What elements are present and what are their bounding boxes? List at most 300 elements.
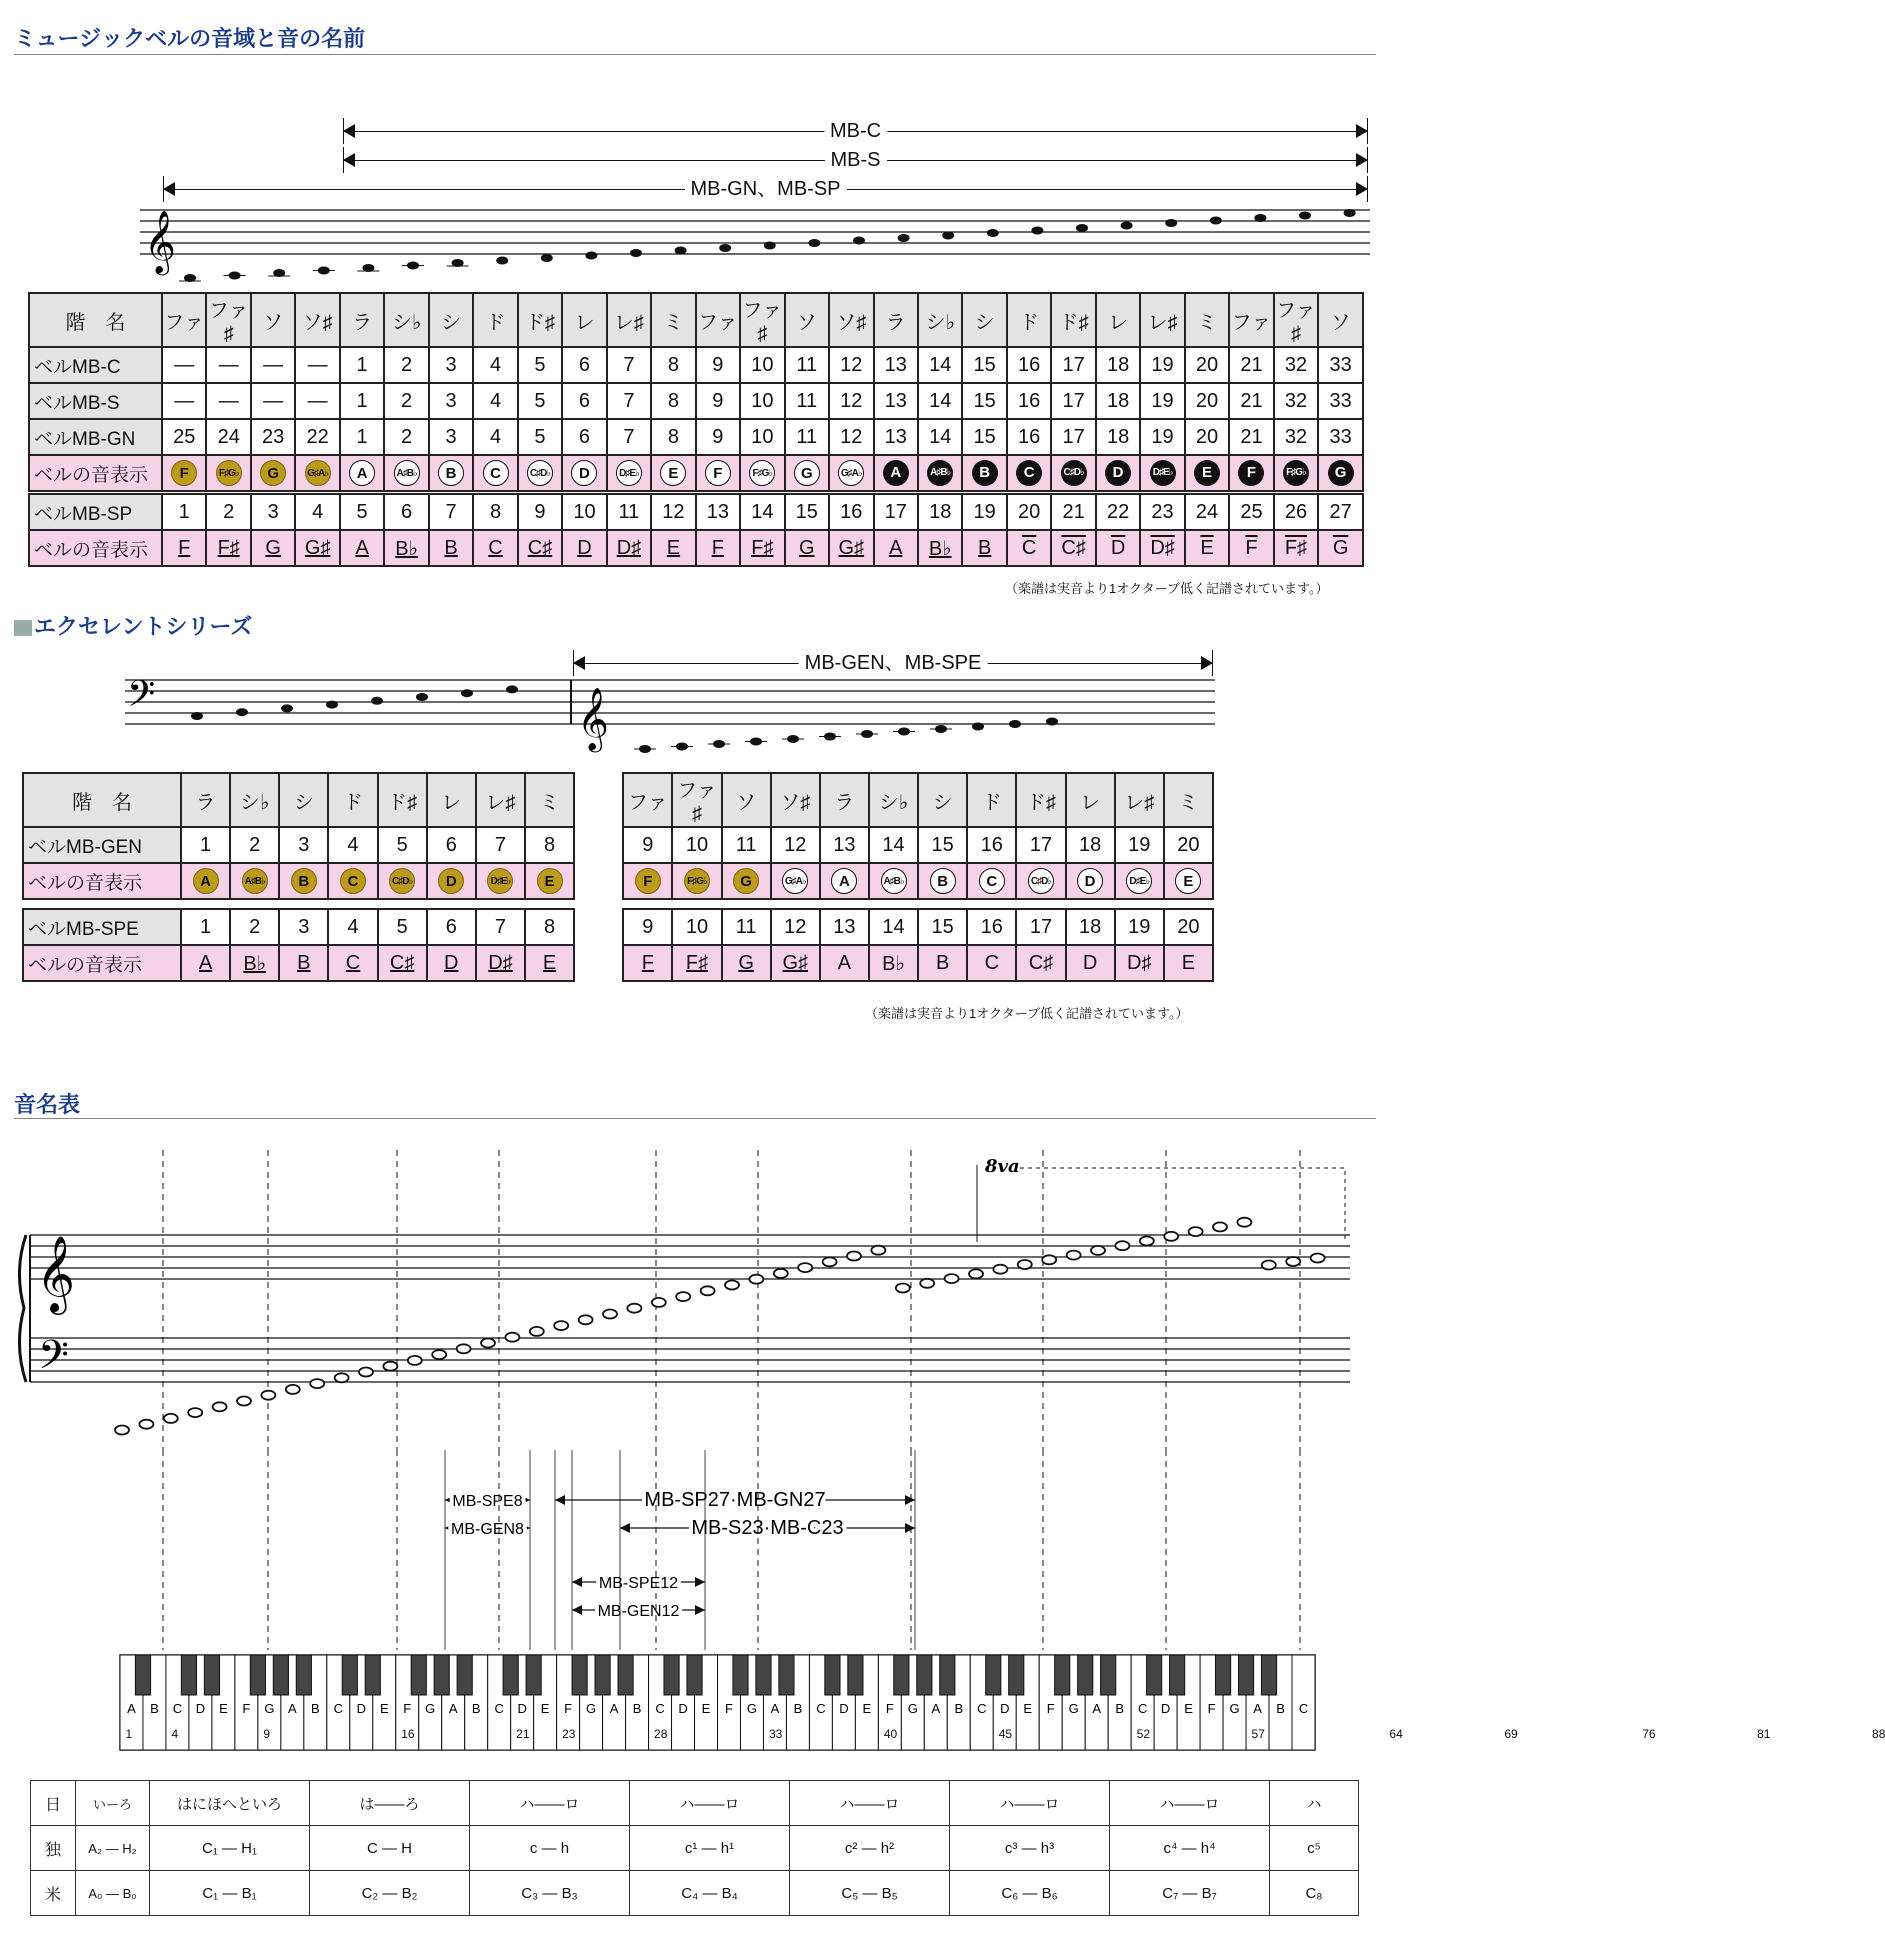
key-number: 88 bbox=[1872, 1727, 1885, 1741]
section1-title: ミュージックベルの音域と音の名前 bbox=[14, 26, 366, 51]
key-label: F bbox=[885, 1701, 894, 1716]
table-cell bbox=[1164, 863, 1213, 899]
table-cell: 25 bbox=[162, 419, 206, 455]
header-cell: ファ bbox=[696, 293, 740, 347]
header-cell: ソ bbox=[722, 773, 771, 827]
note-name-cell: c¹ — h¹ bbox=[630, 1826, 790, 1871]
staff-note bbox=[579, 1315, 593, 1324]
table-cell: 21 bbox=[1229, 383, 1273, 419]
table-cell bbox=[672, 863, 721, 899]
note-name-cell: はにほへといろ bbox=[150, 1781, 310, 1826]
staff-note bbox=[286, 1385, 300, 1394]
black-key bbox=[894, 1655, 909, 1695]
key-label: B bbox=[1115, 1701, 1124, 1716]
key-label: A bbox=[448, 1701, 458, 1716]
table-cell: B♭ bbox=[230, 945, 279, 981]
staff-note bbox=[853, 237, 865, 245]
staff-note bbox=[188, 1408, 202, 1417]
black-key bbox=[434, 1655, 449, 1695]
table-cell: 13 bbox=[874, 347, 918, 383]
staff-note bbox=[896, 1284, 910, 1293]
table-cell: F♯ bbox=[740, 530, 784, 566]
header-cell: 階 名 bbox=[29, 293, 162, 347]
table-cell bbox=[874, 455, 918, 491]
table-cell: 5 bbox=[340, 494, 384, 530]
key-label: A bbox=[288, 1701, 297, 1716]
table-cell: 8 bbox=[473, 494, 517, 530]
row-label: ベルの音表示 bbox=[23, 863, 181, 899]
table-cell bbox=[1185, 455, 1229, 491]
bell-note-badge: B bbox=[438, 460, 464, 486]
key-label: C bbox=[1298, 1701, 1309, 1716]
header-cell: ファ♯ bbox=[740, 293, 784, 347]
key-number: 16 bbox=[401, 1727, 415, 1741]
staff-note bbox=[1286, 1257, 1300, 1266]
note-name-cell: A₂ — H₂ bbox=[76, 1826, 150, 1871]
table-cell: $\overline{E}$ bbox=[1185, 530, 1229, 566]
header-cell: レ bbox=[1096, 293, 1140, 347]
table-cell: 3 bbox=[279, 827, 328, 863]
staff-note bbox=[506, 685, 518, 693]
table-cell: A bbox=[340, 530, 384, 566]
table-cell bbox=[181, 863, 230, 899]
header-cell: ド♯ bbox=[1051, 293, 1095, 347]
bell-note-badge: D♯E♭ bbox=[1126, 868, 1152, 894]
note-name-chart bbox=[30, 1780, 1359, 1916]
note-name-cell: C₈ bbox=[1270, 1871, 1359, 1916]
table-cell: C♯ bbox=[378, 945, 427, 981]
table-cell: F bbox=[162, 530, 206, 566]
header-cell bbox=[574, 773, 623, 827]
staff-note bbox=[432, 1350, 446, 1359]
staff-note bbox=[461, 689, 473, 697]
table-cell bbox=[230, 863, 279, 899]
bell-note-badge: D♯E♭ bbox=[487, 868, 513, 894]
note-name-cell: c⁵ bbox=[1270, 1826, 1359, 1871]
table-cell: 1 bbox=[340, 347, 384, 383]
row-label: ベルMB-S bbox=[29, 383, 162, 419]
row-label: ベルMB-SP bbox=[29, 494, 162, 530]
bell-note-badge: C♯D♭ bbox=[389, 868, 415, 894]
bell-note-badge: D♯E♭ bbox=[1150, 460, 1176, 486]
table-cell: D♯ bbox=[476, 945, 525, 981]
staff-note bbox=[1067, 1251, 1081, 1260]
table-cell: 9 bbox=[696, 419, 740, 455]
staff-note bbox=[603, 1310, 617, 1319]
table-cell bbox=[340, 455, 384, 491]
excellent-table bbox=[22, 772, 1214, 900]
table-row bbox=[23, 827, 1213, 863]
header-cell: ラ bbox=[820, 773, 869, 827]
table-cell: F♯ bbox=[206, 530, 250, 566]
table-cell: D bbox=[1066, 945, 1115, 981]
table-cell: B bbox=[918, 945, 967, 981]
table-cell: F♯ bbox=[672, 945, 721, 981]
header-cell: ラ bbox=[874, 293, 918, 347]
staff-note bbox=[416, 693, 428, 701]
table-cell: 6 bbox=[562, 383, 606, 419]
table-cell bbox=[607, 455, 651, 491]
row-label: ベルMB-C bbox=[29, 347, 162, 383]
black-key bbox=[526, 1655, 541, 1695]
staff-note bbox=[969, 1269, 983, 1278]
table-cell bbox=[820, 863, 869, 899]
key-number: 23 bbox=[562, 1727, 576, 1741]
black-key bbox=[181, 1655, 196, 1695]
table-cell: 18 bbox=[1096, 347, 1140, 383]
table-cell: 12 bbox=[771, 827, 820, 863]
black-key bbox=[1238, 1655, 1253, 1695]
key-number: 64 bbox=[1389, 1727, 1403, 1741]
note-name-cell: c — h bbox=[470, 1826, 630, 1871]
black-key bbox=[595, 1655, 610, 1695]
bell-note-badge: G bbox=[794, 460, 820, 486]
table-cell: 17 bbox=[1051, 419, 1095, 455]
bell-note-badge: A bbox=[831, 868, 857, 894]
table-cell bbox=[1016, 863, 1065, 899]
table-cell bbox=[473, 455, 517, 491]
table-cell bbox=[1274, 455, 1318, 491]
header-cell: 階 名 bbox=[23, 773, 181, 827]
staff-treble-range bbox=[140, 200, 1370, 290]
bell-note-badge: E bbox=[660, 460, 686, 486]
staff-note bbox=[1262, 1261, 1276, 1270]
bell-display-row bbox=[23, 863, 1213, 899]
black-key bbox=[825, 1655, 840, 1695]
table-cell: 20 bbox=[1164, 909, 1213, 945]
table-cell: 13 bbox=[696, 494, 740, 530]
table-cell bbox=[562, 455, 606, 491]
bass-clef-icon: 𝄢 bbox=[127, 673, 156, 724]
staff-note bbox=[749, 1275, 763, 1284]
key-label: B bbox=[954, 1701, 964, 1716]
table-cell: G♯ bbox=[829, 530, 873, 566]
key-label: A bbox=[1092, 1701, 1102, 1716]
table-cell bbox=[918, 455, 962, 491]
table-cell: 8 bbox=[525, 827, 574, 863]
note-name-cell: ハ——ロ bbox=[950, 1781, 1110, 1826]
staff-note bbox=[1115, 1241, 1129, 1250]
table-cell: 32 bbox=[1274, 347, 1318, 383]
table-cell: 8 bbox=[651, 383, 695, 419]
staff-bass-treble-range bbox=[125, 675, 1215, 765]
table-cell: C bbox=[967, 945, 1016, 981]
table-cell: B♭ bbox=[918, 530, 962, 566]
bell-note-badge: E bbox=[1194, 460, 1220, 486]
table-cell: — bbox=[295, 347, 339, 383]
key-label: B bbox=[471, 1701, 481, 1716]
table-cell: 9 bbox=[623, 827, 672, 863]
table-cell: 2 bbox=[230, 909, 279, 945]
table-cell: 20 bbox=[1185, 383, 1229, 419]
table-cell bbox=[918, 863, 967, 899]
key-number: 76 bbox=[1642, 1727, 1656, 1741]
row-label: ベルの音表示 bbox=[29, 455, 162, 491]
range-label: MB-S bbox=[825, 149, 887, 171]
table-cell: 11 bbox=[785, 383, 829, 419]
staff-note bbox=[1009, 720, 1021, 728]
range-mb-s bbox=[343, 149, 1368, 171]
table-cell bbox=[384, 455, 428, 491]
table-cell: 18 bbox=[1096, 419, 1140, 455]
note-name-table bbox=[28, 292, 1364, 492]
table-cell: 4 bbox=[328, 909, 377, 945]
header-cell: ミ bbox=[651, 293, 695, 347]
key-label: B bbox=[793, 1701, 803, 1716]
table-cell: 2 bbox=[206, 494, 250, 530]
table-cell: 15 bbox=[962, 347, 1006, 383]
header-cell: ド bbox=[967, 773, 1016, 827]
staff-note bbox=[236, 708, 248, 716]
table-cell: 1 bbox=[181, 827, 230, 863]
staff-note bbox=[1311, 1254, 1325, 1263]
table-cell: 3 bbox=[429, 419, 473, 455]
key-label: B bbox=[311, 1701, 320, 1716]
table-cell: B♭ bbox=[384, 530, 428, 566]
table-cell: — bbox=[251, 347, 295, 383]
bell-note-badge: D bbox=[571, 460, 597, 486]
key-number: 4 bbox=[171, 1727, 179, 1741]
black-key bbox=[1147, 1655, 1162, 1695]
table-cell: 5 bbox=[518, 383, 562, 419]
bell-note-badge: F bbox=[1238, 460, 1264, 486]
staff-note bbox=[987, 229, 999, 237]
staff-note bbox=[823, 1257, 837, 1266]
note-name-cell: ハ——ロ bbox=[790, 1781, 950, 1826]
key-label: G bbox=[264, 1701, 275, 1716]
staff-note bbox=[1254, 214, 1266, 222]
bell-note-badge: A♯B♭ bbox=[881, 868, 907, 894]
key-number-row bbox=[120, 1727, 1885, 1747]
black-key bbox=[457, 1655, 472, 1695]
table-cell: 33 bbox=[1318, 347, 1363, 383]
table-cell: 24 bbox=[206, 419, 250, 455]
table-cell bbox=[574, 863, 623, 899]
staff-note bbox=[1046, 718, 1058, 726]
table-cell: 14 bbox=[740, 494, 784, 530]
staff-note bbox=[1121, 222, 1133, 230]
table-cell: 3 bbox=[279, 909, 328, 945]
brace-icon bbox=[19, 1235, 26, 1382]
staff-note bbox=[898, 234, 910, 242]
bell-note-badge: F♯G♭ bbox=[216, 460, 242, 486]
bell-display-row bbox=[23, 945, 1213, 981]
key-label: E bbox=[1023, 1701, 1033, 1716]
black-key bbox=[848, 1655, 863, 1695]
table-cell: 17 bbox=[1051, 383, 1095, 419]
header-cell: レ bbox=[1066, 773, 1115, 827]
table-cell: 13 bbox=[820, 909, 869, 945]
table-cell: 7 bbox=[607, 419, 651, 455]
table-cell bbox=[962, 455, 1006, 491]
range-mb-gn-sp bbox=[163, 178, 1368, 200]
table-cell: 22 bbox=[295, 419, 339, 455]
staff-note bbox=[371, 697, 383, 705]
table-cell bbox=[328, 863, 377, 899]
staff-note bbox=[505, 1333, 519, 1342]
staff-note bbox=[808, 239, 820, 247]
black-key bbox=[1101, 1655, 1116, 1695]
bell-note-badge: B bbox=[930, 868, 956, 894]
table-cell: 16 bbox=[829, 494, 873, 530]
staff-note bbox=[719, 244, 731, 252]
bell-note-badge: F bbox=[171, 460, 197, 486]
key-label: B bbox=[1276, 1701, 1285, 1716]
table-row bbox=[29, 494, 1363, 530]
table-cell: 17 bbox=[1016, 827, 1065, 863]
black-key bbox=[733, 1655, 748, 1695]
table-cell: 10 bbox=[562, 494, 606, 530]
table-cell bbox=[1140, 455, 1184, 491]
table-cell: 21 bbox=[1229, 419, 1273, 455]
black-key bbox=[411, 1655, 426, 1695]
header-cell: ド♯ bbox=[378, 773, 427, 827]
row-label: ベルの音表示 bbox=[23, 945, 181, 981]
table-cell: 4 bbox=[473, 383, 517, 419]
staff-note bbox=[1042, 1255, 1056, 1264]
table-cell: 14 bbox=[918, 383, 962, 419]
staff-note bbox=[1210, 217, 1222, 225]
table-cell: 7 bbox=[607, 383, 651, 419]
table-cell: A bbox=[181, 945, 230, 981]
table-cell: 17 bbox=[1051, 347, 1095, 383]
table-cell: 11 bbox=[722, 909, 771, 945]
table-cell: 5 bbox=[518, 419, 562, 455]
header-cell: ソ bbox=[1318, 293, 1363, 347]
staff-note bbox=[993, 1265, 1007, 1274]
table-cell: E bbox=[1164, 945, 1213, 981]
note-name-cell: C₁ — B₁ bbox=[150, 1871, 310, 1916]
bell-note-badge: C♯D♭ bbox=[1028, 868, 1054, 894]
table-cell: 11 bbox=[607, 494, 651, 530]
key-number: 81 bbox=[1757, 1727, 1771, 1741]
section3-title: 音名表 bbox=[14, 1092, 81, 1117]
table-cell: — bbox=[206, 347, 250, 383]
key-label: E bbox=[540, 1701, 550, 1716]
note-name-cell: A₀ — B₀ bbox=[76, 1871, 150, 1916]
key-label: C bbox=[333, 1701, 344, 1716]
bell-note-badge: D bbox=[1077, 868, 1103, 894]
header-cell: ソ bbox=[251, 293, 295, 347]
range-label: MB-SPE12 bbox=[598, 1575, 679, 1592]
range-label: MB-GEN、MB-SPE bbox=[799, 652, 988, 674]
key-label: A bbox=[127, 1701, 136, 1716]
key-number: 57 bbox=[1251, 1727, 1265, 1741]
table-cell: 6 bbox=[427, 909, 476, 945]
staff-note bbox=[213, 1402, 227, 1411]
table-cell: 19 bbox=[1140, 347, 1184, 383]
bell-note-badge: F bbox=[635, 868, 661, 894]
table-cell bbox=[1229, 455, 1273, 491]
black-key bbox=[503, 1655, 518, 1695]
table-cell: 3 bbox=[251, 494, 295, 530]
range-mb-gen-spe bbox=[573, 652, 1213, 674]
staff-note bbox=[1344, 209, 1356, 217]
header-cell: ラ bbox=[181, 773, 230, 827]
staff-note bbox=[359, 1368, 373, 1377]
key-label: D bbox=[356, 1701, 366, 1716]
header-cell: シ bbox=[279, 773, 328, 827]
table-cell: 20 bbox=[1007, 494, 1051, 530]
key-label: D bbox=[517, 1701, 527, 1716]
table-cell: 15 bbox=[918, 827, 967, 863]
table-cell bbox=[378, 863, 427, 899]
note-name-cell: C₁ — H₁ bbox=[150, 1826, 310, 1871]
note-name-cell: C₃ — B₃ bbox=[470, 1871, 630, 1916]
table-cell: 9 bbox=[623, 909, 672, 945]
note-name-cell: は——ろ bbox=[310, 1781, 470, 1826]
staff-note bbox=[554, 1321, 568, 1330]
note-name-cell: c³ — h³ bbox=[950, 1826, 1110, 1871]
header-cell: シ♭ bbox=[869, 773, 918, 827]
key-label: F bbox=[1207, 1701, 1216, 1716]
table-cell: — bbox=[251, 383, 295, 419]
bell-note-badge: C♯D♭ bbox=[527, 460, 553, 486]
table-cell bbox=[574, 909, 623, 945]
table-cell: G bbox=[785, 530, 829, 566]
header-cell: ド bbox=[473, 293, 517, 347]
table-cell: F♯ bbox=[1274, 530, 1318, 566]
note-name-cell: C₂ — B₂ bbox=[310, 1871, 470, 1916]
key-number: 52 bbox=[1136, 1727, 1150, 1741]
table-cell: 8 bbox=[525, 909, 574, 945]
staff-note bbox=[627, 1304, 641, 1313]
black-key bbox=[273, 1655, 288, 1695]
black-key bbox=[342, 1655, 357, 1695]
note-name-cell: C₆ — B₆ bbox=[950, 1871, 1110, 1916]
treble-clef-icon: 𝄞 bbox=[577, 687, 609, 750]
table-cell: 8 bbox=[651, 347, 695, 383]
header-cell: シ♭ bbox=[918, 293, 962, 347]
header-cell: ファ bbox=[162, 293, 206, 347]
table-cell: 21 bbox=[1051, 494, 1095, 530]
staff-note bbox=[1091, 1246, 1105, 1255]
black-key bbox=[135, 1655, 150, 1695]
header-cell: ファ bbox=[623, 773, 672, 827]
table-cell: D bbox=[427, 945, 476, 981]
table-cell: 2 bbox=[384, 383, 428, 419]
staff-note bbox=[1237, 1218, 1251, 1227]
table-cell: 14 bbox=[869, 909, 918, 945]
header-cell: シ bbox=[962, 293, 1006, 347]
key-label: A bbox=[609, 1701, 619, 1716]
note-name-row bbox=[31, 1781, 1359, 1826]
staff-note bbox=[1213, 1222, 1227, 1231]
bell-note-badge: A bbox=[883, 460, 909, 486]
table-cell: 15 bbox=[962, 419, 1006, 455]
table-cell: 12 bbox=[651, 494, 695, 530]
treble-clef-icon: 𝄞 bbox=[144, 210, 176, 273]
table-cell: 18 bbox=[1066, 909, 1115, 945]
row-label: ベルMB-SPE bbox=[23, 909, 181, 945]
table-cell: C♯ bbox=[1016, 945, 1065, 981]
table-cell: A bbox=[820, 945, 869, 981]
bell-note-badge: C bbox=[1016, 460, 1042, 486]
table-cell: 10 bbox=[672, 909, 721, 945]
key-label: D bbox=[839, 1701, 849, 1716]
bell-note-badge: A♯B♭ bbox=[242, 868, 268, 894]
range-label: MB-C bbox=[824, 120, 887, 142]
table-cell: B bbox=[279, 945, 328, 981]
staff-note bbox=[261, 1391, 275, 1400]
table-cell: 7 bbox=[476, 909, 525, 945]
key-label: D bbox=[195, 1701, 206, 1716]
table-cell: 20 bbox=[1185, 347, 1229, 383]
table-cell bbox=[1007, 455, 1051, 491]
table-cell: — bbox=[162, 347, 206, 383]
table-row bbox=[29, 347, 1363, 383]
staff-note bbox=[335, 1373, 349, 1382]
